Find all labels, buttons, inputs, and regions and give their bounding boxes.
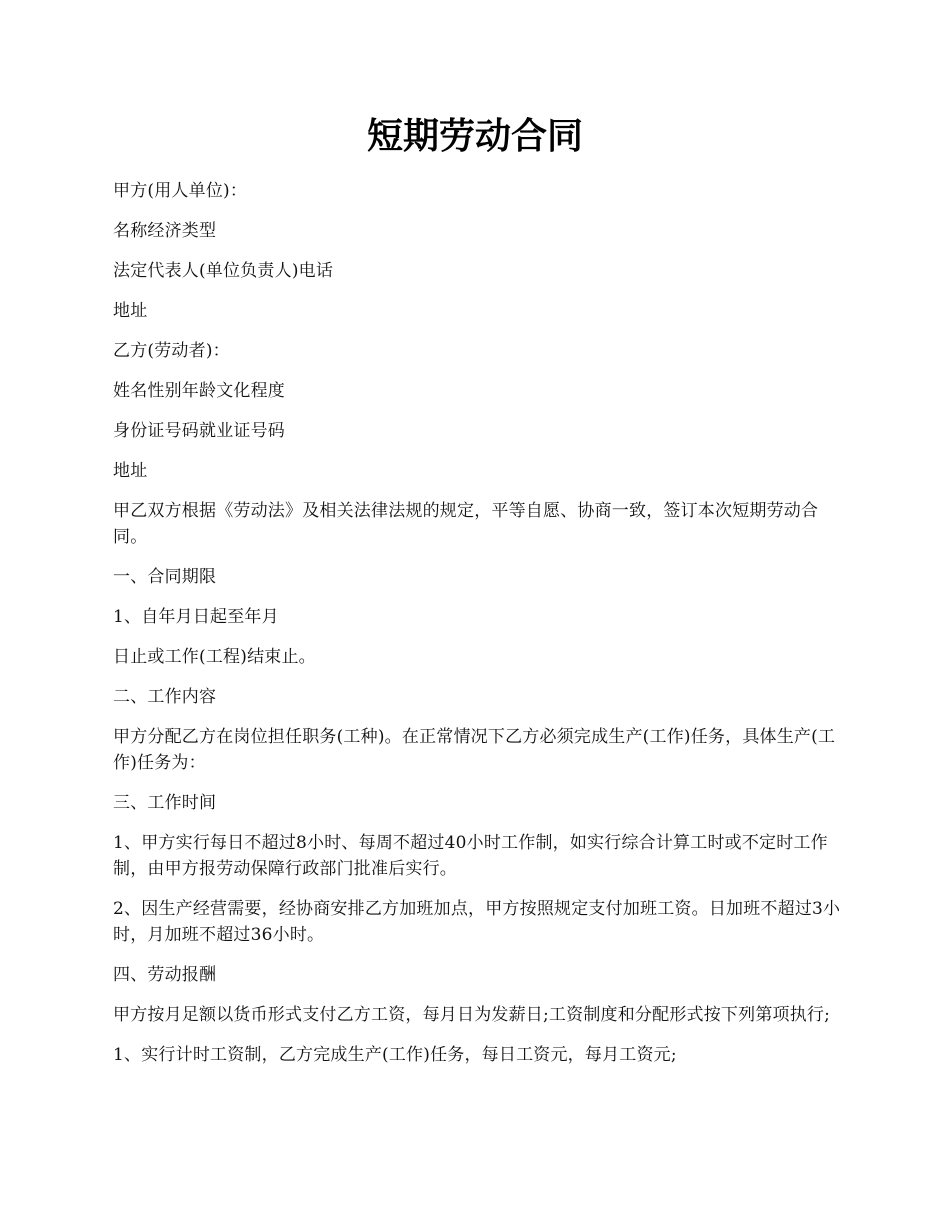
- party-b-address: 地址: [113, 461, 148, 481]
- term-clause-1: 1、自年月日起至年月: [113, 607, 279, 627]
- remuneration-clause: 甲方按月足额以货币形式支付乙方工资，每月日为发薪日;工资制度和分配形式按下列第项执行;: [113, 1005, 831, 1025]
- document-title: 短期劳动合同: [366, 115, 583, 157]
- work-hours-clause-1: 1、甲方实行每日不超过8小时、每周不超过40小时工作制，如实行综合计算工时或不定时工作制，由甲方报劳动保障行政部门批准后实行。: [113, 833, 828, 879]
- section-heading-term: 一、合同期限: [113, 567, 217, 587]
- preamble: 甲乙双方根据《劳动法》及相关法律法规的规定，平等自愿、协商一致，签订本次短期劳动合同。: [113, 501, 819, 547]
- party-a-representative: 法定代表人(单位负责人)电话: [113, 261, 334, 281]
- party-b-id-numbers: 身份证号码就业证号码: [113, 421, 285, 441]
- section-heading-work-hours: 三、工作时间: [113, 793, 217, 813]
- remuneration-clause-1: 1、实行计时工资制，乙方完成生产(工作)任务，每日工资元，每月工资元;: [113, 1045, 677, 1065]
- work-hours-clause-2: 2、因生产经营需要，经协商安排乙方加班加点，甲方按照规定支付加班工资。日加班不超过3小时，月加班不超过36小时。: [113, 899, 841, 945]
- party-a-address: 地址: [113, 301, 148, 321]
- section-heading-work-content: 二、工作内容: [113, 687, 217, 707]
- section-heading-remuneration: 四、劳动报酬: [113, 965, 217, 985]
- party-b-heading: 乙方(劳动者)：: [113, 341, 230, 361]
- term-clause-1-end: 日止或工作(工程)结束止。: [113, 647, 316, 667]
- party-b-personal-info: 姓名性别年龄文化程度: [113, 381, 285, 401]
- work-content-clause: 甲方分配乙方在岗位担任职务(工种)。在正常情况下乙方必须完成生产(工作)任务，具体生产(工作)任务为：: [113, 727, 836, 773]
- document-body: [113, 178, 843, 1082]
- party-a-name-type: 名称经济类型: [113, 221, 217, 241]
- party-a-heading: 甲方(用人单位)：: [113, 181, 248, 201]
